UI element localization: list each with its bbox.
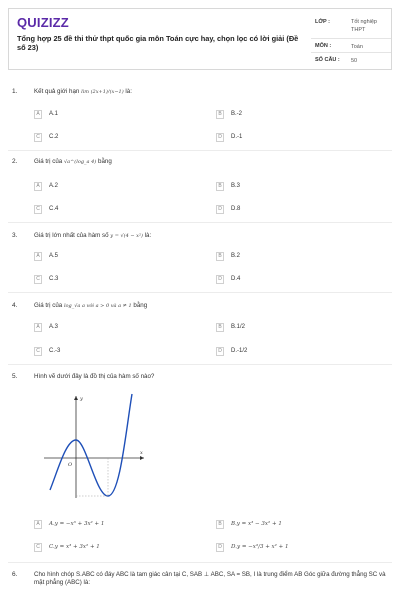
option-text: C.-3 (49, 348, 61, 354)
option-letter-box: D (216, 543, 224, 552)
option-text: B.3 (231, 183, 241, 189)
math-expression: √a^(log_a 4) (63, 159, 97, 165)
question-text (34, 158, 389, 166)
option-text: D.8 (231, 206, 241, 212)
question-text (34, 302, 389, 310)
question-prompt: Giá trị của (34, 158, 63, 165)
quizizz-logo: QUIZIZZ (17, 15, 69, 30)
option-text: C.4 (49, 206, 59, 212)
option-text: D.-1 (231, 134, 243, 140)
question-number: 3. (12, 232, 18, 239)
question-prompt: Kết quả giới hạn (34, 88, 80, 95)
cubic-curve (50, 394, 132, 496)
origin-label: O (68, 462, 73, 468)
option-text: A.2 (49, 183, 59, 189)
meta-label: SỐ CÂU : (315, 57, 340, 63)
y-axis-arrow-icon (74, 396, 78, 400)
option-text: B.1/2 (231, 324, 246, 330)
option-letter-box: D (216, 275, 224, 284)
x-axis-arrow-icon (140, 456, 144, 460)
option-letter-box: D (216, 347, 224, 356)
question-text (34, 232, 389, 240)
option-text: A.5 (49, 253, 59, 259)
question-text (34, 88, 389, 96)
option-text: D.-1/2 (231, 348, 248, 354)
option-text: D.y = −x³/3 + x² + 1 (231, 544, 289, 550)
option-text: B.y = x³ − 3x² + 1 (231, 521, 282, 527)
option-letter-box: B (216, 182, 224, 191)
meta-value: 50 (351, 58, 358, 64)
option-letter-box: D (216, 205, 224, 214)
meta-row-subject (311, 39, 391, 53)
divider (8, 292, 392, 293)
option-letter-box: A (34, 323, 42, 332)
worksheet-header (8, 8, 392, 70)
worksheet-title: Tổng hợp 25 đề thi thử thpt quốc gia môn Toán cực hay, chọn lọc có lời giải (Đề số 23) (17, 34, 299, 52)
meta-row-class (311, 15, 391, 39)
option-letter-box: C (34, 205, 42, 214)
question-text (34, 373, 389, 381)
option-text: D.4 (231, 276, 241, 282)
option-text: C.3 (49, 276, 59, 282)
option-letter-box: A (34, 110, 42, 119)
question-prompt: Hình vẽ dưới đây là đồ thị của hàm số nào? (34, 373, 155, 380)
option-letter-box: C (34, 133, 42, 142)
math-expression: y = √(4 − x²) (110, 233, 143, 239)
option-letter-box: B (216, 323, 224, 332)
option-text: C.2 (49, 134, 59, 140)
option-letter-box: C (34, 543, 42, 552)
question-suffix: là: (125, 88, 132, 95)
meta-table (311, 15, 391, 67)
divider (8, 150, 392, 151)
question-suffix: là: (144, 232, 152, 239)
option-text: B.2 (231, 253, 241, 259)
question-number: 6. (12, 571, 18, 578)
question-suffix: bằng (98, 158, 112, 165)
option-text: C.y = x³ + 3x² + 1 (49, 544, 100, 550)
option-letter-box: A (34, 520, 42, 529)
option-text: B.-2 (231, 111, 243, 117)
option-letter-box: C (34, 347, 42, 356)
question-prompt: Giá trị lớn nhất của hàm số (34, 232, 109, 239)
question-suffix: bằng (133, 302, 148, 309)
question-number: 1. (12, 88, 18, 95)
meta-label: LỚP : (315, 19, 330, 25)
option-letter-box: D (216, 133, 224, 142)
option-letter-box: B (216, 520, 224, 529)
divider (8, 562, 392, 563)
option-text: A.3 (49, 324, 59, 330)
question-text: Cho hình chóp S.ABC có đáy ABC là tam giác cân tại C, SAB ⊥ ABC, SA = SB, I là trung điểm AB Góc giữa đường thẳng SC và mặt phẳng (ABC) là: (34, 571, 386, 586)
meta-value: Toán (351, 44, 363, 50)
math-expression: log_√a a với a > 0 và a ≠ 1 (63, 303, 132, 309)
option-text: A.1 (49, 111, 59, 117)
meta-row-count (311, 53, 391, 67)
option-text: A.y = −x³ + 3x² + 1 (49, 521, 105, 527)
divider (8, 222, 392, 223)
option-letter-box: B (216, 252, 224, 261)
option-letter-box: B (216, 110, 224, 119)
option-letter-box: A (34, 252, 42, 261)
question-number: 2. (12, 158, 18, 165)
question-number: 4. (12, 302, 18, 309)
question-number: 5. (12, 373, 18, 380)
meta-value: Tốt nghiệp THPT (351, 19, 377, 33)
option-letter-box: C (34, 275, 42, 284)
divider (8, 364, 392, 365)
math-expression: lim (2x+1)/(x−1) (81, 89, 124, 95)
meta-label: MÔN : (315, 43, 332, 49)
option-letter-box: A (34, 182, 42, 191)
question-prompt: Giá trị của (34, 302, 63, 309)
y-axis-label: y (80, 396, 83, 402)
x-axis-label: x (140, 450, 143, 456)
function-graph (40, 390, 150, 502)
